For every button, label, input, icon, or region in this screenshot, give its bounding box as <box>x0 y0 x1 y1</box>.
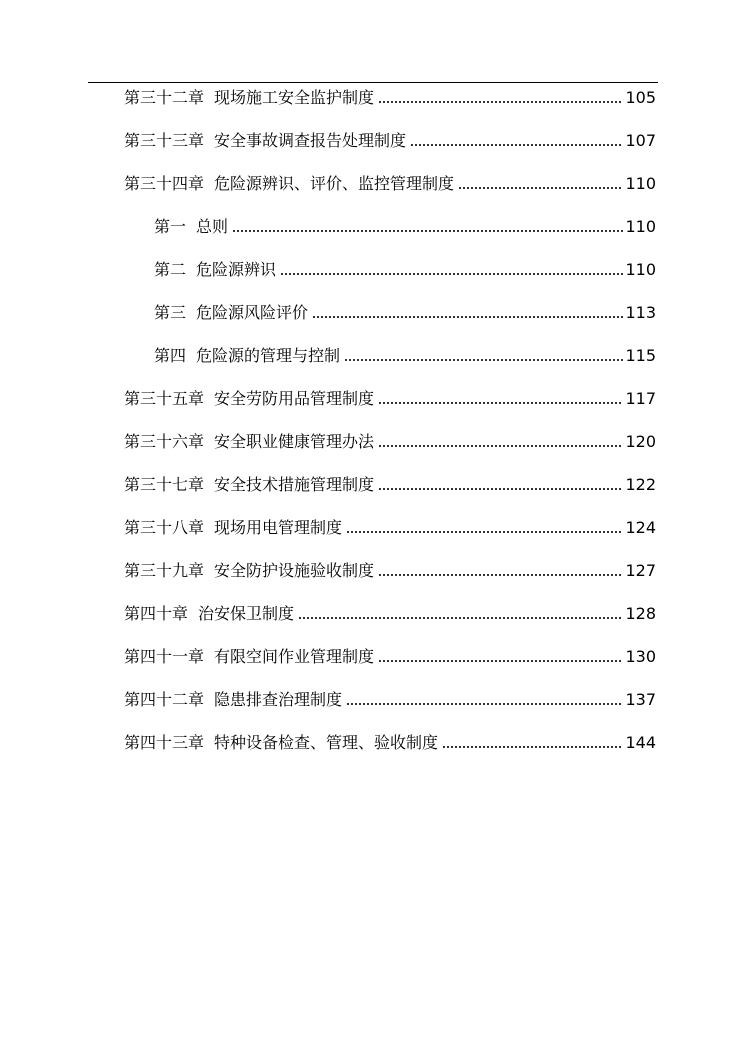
toc-entry[interactable] <box>124 731 656 755</box>
toc-title: 安全事故调查报告处理制度 <box>214 131 407 150</box>
toc-title: 危险源的管理与控制 <box>196 346 341 365</box>
toc-entry[interactable] <box>124 688 656 712</box>
toc-entry[interactable] <box>124 516 656 540</box>
toc-dot-leader <box>410 142 623 147</box>
toc-title: 总则 <box>196 217 229 236</box>
toc-dot-leader <box>378 443 623 448</box>
toc-chapter-number: 第三十六章 <box>124 432 205 451</box>
toc-title: 现场施工安全监护制度 <box>214 88 375 107</box>
toc-entry[interactable] <box>124 559 656 583</box>
toc-page-number: 144 <box>625 733 656 752</box>
toc-title: 现场用电管理制度 <box>214 518 343 537</box>
toc-page-number: 115 <box>625 346 656 365</box>
toc-entry[interactable] <box>124 473 656 497</box>
toc-title: 特种设备检查、管理、验收制度 <box>214 733 439 752</box>
toc-title: 有限空间作业管理制度 <box>214 647 375 666</box>
toc-title: 危险源辨识 <box>196 260 277 279</box>
toc-page-number: 113 <box>625 303 656 322</box>
toc-page-number: 137 <box>625 690 656 709</box>
toc-chapter-number: 第三十七章 <box>124 475 205 494</box>
toc-dot-leader <box>458 185 623 190</box>
toc-dot-leader <box>378 572 623 577</box>
toc-chapter-number: 第三十二章 <box>124 88 205 107</box>
toc-dot-leader <box>378 486 623 491</box>
toc-chapter-number: 第四十二章 <box>124 690 205 709</box>
toc-page-number: 110 <box>625 174 656 193</box>
toc-page-number: 110 <box>625 260 656 279</box>
toc-page-number: 127 <box>625 561 656 580</box>
toc-title: 危险源风险评价 <box>196 303 309 322</box>
toc-dot-leader <box>346 529 623 534</box>
toc-title: 隐患排查治理制度 <box>214 690 343 709</box>
toc-subentry[interactable] <box>154 215 656 239</box>
toc-dot-leader <box>346 701 623 706</box>
toc-entry[interactable] <box>124 602 656 626</box>
toc-dot-leader <box>378 400 623 405</box>
toc-entry[interactable] <box>124 86 656 110</box>
toc-entry[interactable] <box>124 387 656 411</box>
toc-chapter-number: 第三十五章 <box>124 389 205 408</box>
toc-title: 安全职业健康管理办法 <box>214 432 375 451</box>
toc-chapter-number: 第三十八章 <box>124 518 205 537</box>
toc-entry[interactable] <box>124 430 656 454</box>
toc-entry[interactable] <box>124 129 656 153</box>
toc-dot-leader <box>280 271 623 276</box>
toc-dot-leader <box>344 357 623 362</box>
toc-chapter-number: 第三十四章 <box>124 174 205 193</box>
toc-dot-leader <box>298 615 623 620</box>
toc-dot-leader <box>378 99 623 104</box>
toc-page-number: 128 <box>625 604 656 623</box>
toc-dot-leader <box>442 744 623 749</box>
toc-page-number: 122 <box>625 475 656 494</box>
toc-entry[interactable] <box>124 172 656 196</box>
toc-section-number: 第二 <box>154 260 187 279</box>
toc-chapter-number: 第三十三章 <box>124 131 205 150</box>
toc-title: 安全劳防用品管理制度 <box>214 389 375 408</box>
toc-chapter-number: 第四十三章 <box>124 733 205 752</box>
toc-chapter-number: 第三十九章 <box>124 561 205 580</box>
toc-entry[interactable] <box>124 645 656 669</box>
toc-subentry[interactable] <box>154 344 656 368</box>
toc-section-number: 第四 <box>154 346 187 365</box>
toc-chapter-number: 第四十一章 <box>124 647 205 666</box>
toc-title: 安全防护设施验收制度 <box>214 561 375 580</box>
toc-page-number: 130 <box>625 647 656 666</box>
toc-page-number: 107 <box>625 131 656 150</box>
toc-dot-leader <box>232 228 623 233</box>
toc-page-number: 117 <box>625 389 656 408</box>
toc-title: 安全技术措施管理制度 <box>214 475 375 494</box>
toc-subentry[interactable] <box>154 301 656 325</box>
toc-title: 治安保卫制度 <box>198 604 295 623</box>
toc-chapter-number: 第四十章 <box>124 604 189 623</box>
toc-page-number: 124 <box>625 518 656 537</box>
toc-section-number: 第一 <box>154 217 187 236</box>
header-rule <box>88 82 658 83</box>
toc-dot-leader <box>312 314 623 319</box>
toc-subentry[interactable] <box>154 258 656 282</box>
toc-title: 危险源辨识、评价、监控管理制度 <box>214 174 455 193</box>
toc-section-number: 第三 <box>154 303 187 322</box>
toc-page-number: 105 <box>625 88 656 107</box>
toc-page-number: 120 <box>625 432 656 451</box>
toc-page-number: 110 <box>625 217 656 236</box>
toc-dot-leader <box>378 658 623 663</box>
